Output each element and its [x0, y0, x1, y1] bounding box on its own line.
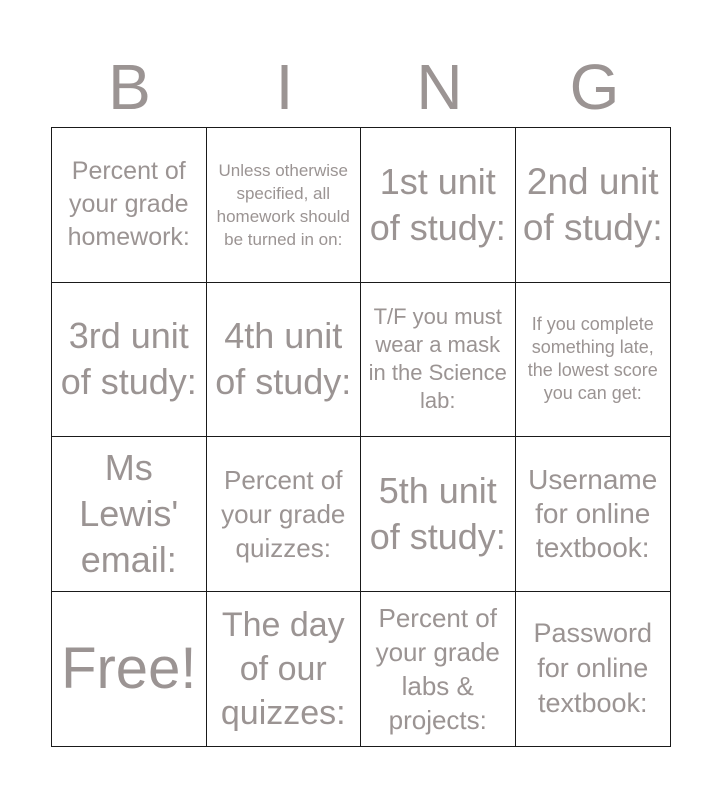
bingo-cell-4-4[interactable] — [516, 592, 671, 747]
bingo-cell-4-3[interactable] — [361, 592, 516, 747]
cell-text: 3rd unit of study: — [60, 315, 197, 403]
bingo-cell-1-2[interactable] — [207, 128, 362, 283]
bingo-cell-1-4[interactable] — [516, 128, 671, 283]
bingo-cell-2-4[interactable] — [516, 283, 671, 438]
cell-text: 1st unit of study: — [369, 160, 506, 248]
bingo-cell-2-2[interactable] — [207, 283, 362, 438]
cell-text: 5th unit of study: — [369, 469, 506, 557]
cell-text: Percent of your grade labs & projects: — [375, 602, 500, 735]
cell-text: Username for online textbook: — [528, 463, 658, 563]
bingo-cell-1-1[interactable] — [52, 128, 207, 283]
header-letter-g: G — [569, 51, 620, 123]
bingo-cell-2-1[interactable] — [52, 283, 207, 438]
cell-text: T/F you must wear a mask in the Science lab: — [368, 304, 507, 414]
cell-text: Ms Lewis' email: — [79, 446, 179, 580]
bingo-cell-free[interactable] — [52, 592, 207, 747]
cell-text: 4th unit of study: — [215, 315, 352, 403]
free-space-text: Free! — [61, 635, 197, 701]
header-letter-n: N — [416, 51, 463, 123]
header-letter-i: I — [275, 51, 294, 123]
bingo-cell-3-4[interactable] — [516, 437, 671, 592]
cell-text: Password for online textbook: — [533, 618, 653, 719]
cell-text: The day of our quizzes: — [220, 605, 346, 732]
cell-text: If you complete something late, the lowest score you can get: — [527, 314, 658, 404]
bingo-board — [51, 127, 671, 747]
header-letter-b: B — [108, 51, 151, 123]
cell-text: Percent of your grade quizzes: — [221, 464, 346, 563]
cell-text: 2nd unit of study: — [522, 160, 663, 248]
bingo-cell-3-1[interactable] — [52, 437, 207, 592]
cell-text: Percent of your grade homework: — [67, 157, 190, 252]
bingo-cell-3-3[interactable] — [361, 437, 516, 592]
bingo-cell-1-3[interactable] — [361, 128, 516, 283]
bingo-cell-3-2[interactable] — [207, 437, 362, 592]
cell-text: Unless otherwise specified, all homework should be turned in on: — [216, 160, 350, 249]
bingo-cell-2-3[interactable] — [361, 283, 516, 438]
bingo-cell-4-2[interactable] — [207, 592, 362, 747]
bingo-header — [52, 52, 672, 122]
